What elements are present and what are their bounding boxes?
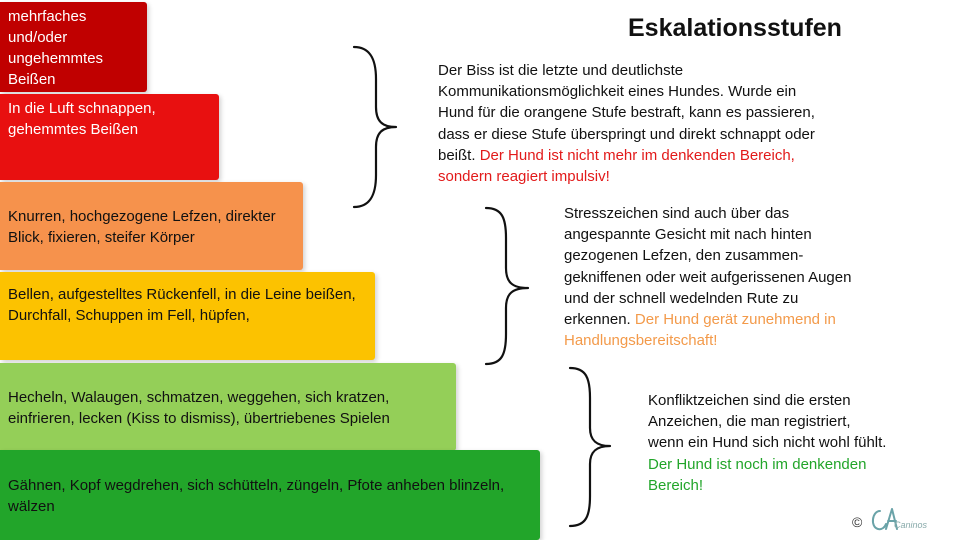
description-highlight: Der Hund gerät zunehmend in Handlungsbereitschaft! <box>564 311 836 350</box>
description-text: Konfliktzeichen sind die ersten Anzeichen, die man registriert, wenn ein Hund sich nicht wohl fühlt. <box>648 392 887 452</box>
page-title: Eskalationsstufen <box>628 14 842 42</box>
step-2-panting: Hecheln, Walaugen, schmatzen, weggehen, sich kratzen, einfrieren, lecken (Kiss to dismiss), übertriebenes Spielen <box>0 363 456 451</box>
description-text: Der Biss ist die letzte und deutlichste Kommunikationsmöglichkeit eines Hundes. Wurde ein Hund für die orangene Stufe bestraft, kann es passieren, dass er diese Stufe überspringt und direkt schnappt oder beißt. <box>438 62 815 164</box>
copyright-symbol: © <box>852 514 863 530</box>
step-6-multiple-biting: mehrfaches und/oder ungehemmtes Beißen <box>0 2 147 92</box>
description-text: Stresszeichen sind auch über das angespannte Gesicht mit nach hinten gezogenen Lefzen, den zusammen-gekniffenen oder weit aufgerissenen Augen und der schnell wedelnden Rute zu erkennen. <box>564 205 852 329</box>
description-highlight: Der Hund ist nicht mehr im denkenden Bereich, sondern reagiert impulsiv! <box>438 146 795 186</box>
description-conflict <box>648 390 888 496</box>
description-bite <box>438 60 833 187</box>
description-stress <box>564 203 864 351</box>
brace-icon-middle <box>484 206 534 366</box>
brace-icon-lower <box>568 366 618 528</box>
step-3-barking: Bellen, aufgestelltes Rückenfell, in die Leine beißen, Durchfall, Schuppen im Fell, hüpfen, <box>0 272 375 360</box>
description-highlight: Der Hund ist noch im denkenden Bereich! <box>648 455 867 494</box>
logo-text: Caninos <box>894 520 928 530</box>
step-5-air-snapping: In die Luft schnappen, gehemmtes Beißen <box>0 94 219 180</box>
step-4-growling: Knurren, hochgezogene Lefzen, direkter Blick, fixieren, steifer Körper <box>0 182 303 270</box>
step-1-yawning: Gähnen, Kopf wegdrehen, sich schütteln, züngeln, Pfote anheben blinzeln, wälzen <box>0 450 540 540</box>
brace-icon-upper <box>352 45 402 210</box>
